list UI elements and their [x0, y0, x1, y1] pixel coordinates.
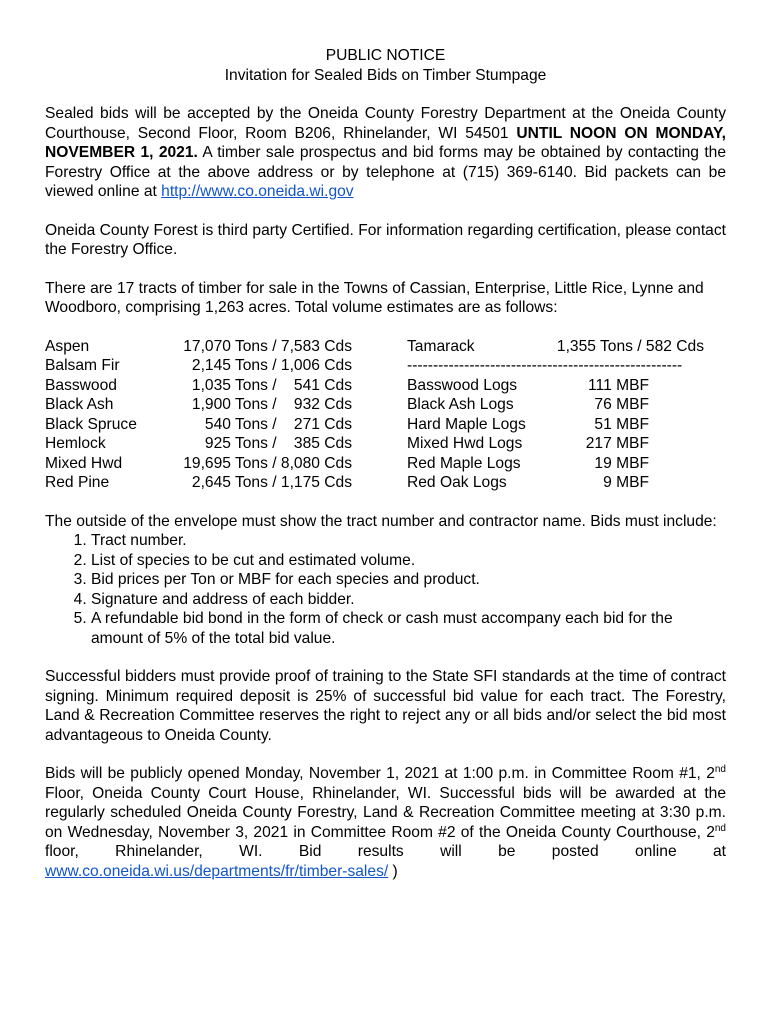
table-row: Hemlock 925 Tons / 385 Cds Mixed Hwd Logs 217 MBF	[45, 435, 649, 452]
table-row: Mixed Hwd 19,695 Tons / 8,080 Cds Red Maple Logs 19 MBF	[45, 454, 649, 472]
bid-opening-paragraph: Bids will be publicly opened Monday, November 1, 2021 at 1:00 p.m. in Committee Room #1, 2nd Floor, Oneida County Court House, Rhinelander, WI. Successful bids will be awarded at the regularly scheduled Oneida County Forestry, Land & Recreation Committee meeting at 3:30 p.m. on Wednesday, November 3, 2021 in Committee Room #2 of the Oneida County Courthouse, 2nd floor, Rhinelander, WI. Bid results will be posted online at www.co.oneida.wi.us/departments/fr/timber-sales/ )	[45, 763, 726, 880]
bid-acceptance-paragraph: Sealed bids will be accepted by the Oneida County Forestry Department at the Oneida County Courthouse, Second Floor, Room B206, Rhinelander, WI 54501 UNTIL NOON ON MONDAY, NOVEMBER 1, 2021. A timber sale prospectus and bid forms may be obtained by contacting the Forestry Office at the above address or by telephone at (715) 369-6140. Bid packets can be viewed online at http://www.co.oneida.wi.gov	[45, 105, 726, 200]
table-divider: -----------------------------------------------------	[407, 357, 683, 374]
list-item: 2. List of species to be cut and estimated volume.	[91, 551, 726, 571]
successful-bidders-paragraph: Successful bidders must provide proof of training to the State SFI standards at the time of contract signing. Minimum required deposit is 25% of successful bid value for each tract. The Forestry, Land & Recreation Committee reserves the right to reject any or all bids and/or select the bid most advantageous to Oneida County.	[45, 668, 726, 744]
deadline-text: UNTIL NOON ON MONDAY, NOVEMBER 1, 2021.	[45, 124, 726, 161]
table-row: Black Spruce 540 Tons / 271 Cds Hard Maple Logs 51 MBF	[45, 415, 649, 433]
county-website-link[interactable]: http://www.co.oneida.wi.gov	[161, 183, 354, 200]
list-item: 3. Bid prices per Ton or MBF for each species and product.	[91, 570, 726, 590]
notice-page	[45, 46, 726, 881]
notice-subtitle: Invitation for Sealed Bids on Timber Stumpage	[224, 66, 547, 84]
tracts-paragraph: There are 17 tracts of timber for sale in the Towns of Cassian, Enterprise, Little Rice, Lynne and Woodboro, comprising 1,263 acres. Total volume estimates are as follows:	[45, 279, 704, 316]
volume-estimates-table	[45, 337, 726, 493]
requirements-list	[45, 531, 726, 648]
list-item: 4. Signature and address of each bidder.	[91, 590, 726, 610]
table-row: Balsam Fir 2,145 Tons / 1,006 Cds -----------------------------------------------------	[45, 357, 683, 374]
list-item: 1. Tract number.	[91, 531, 726, 551]
envelope-paragraph: The outside of the envelope must show the tract number and contractor name. Bids must include:	[45, 512, 717, 530]
list-item: 5. A refundable bid bond in the form of check or cash must accompany each bid for the amount of 5% of the total bid value.	[91, 609, 726, 648]
table-row: Basswood 1,035 Tons / 541 Cds Basswood Logs 111 MBF	[45, 376, 649, 394]
table-row: Black Ash 1,900 Tons / 932 Cds Black Ash Logs 76 MBF	[45, 396, 649, 413]
timber-sales-link[interactable]: www.co.oneida.wi.us/departments/fr/timber-sales/	[45, 862, 389, 880]
notice-title: PUBLIC NOTICE	[325, 47, 446, 64]
table-row: Aspen 17,070 Tons / 7,583 Cds Tamarack 1,355 Tons / 582 Cds	[45, 337, 704, 355]
certification-paragraph: Oneida County Forest is third party Certified. For information regarding certification, please contact the Forestry Office.	[45, 221, 726, 258]
table-row: Red Pine 2,645 Tons / 1,175 Cds Red Oak Logs 9 MBF	[45, 474, 649, 491]
